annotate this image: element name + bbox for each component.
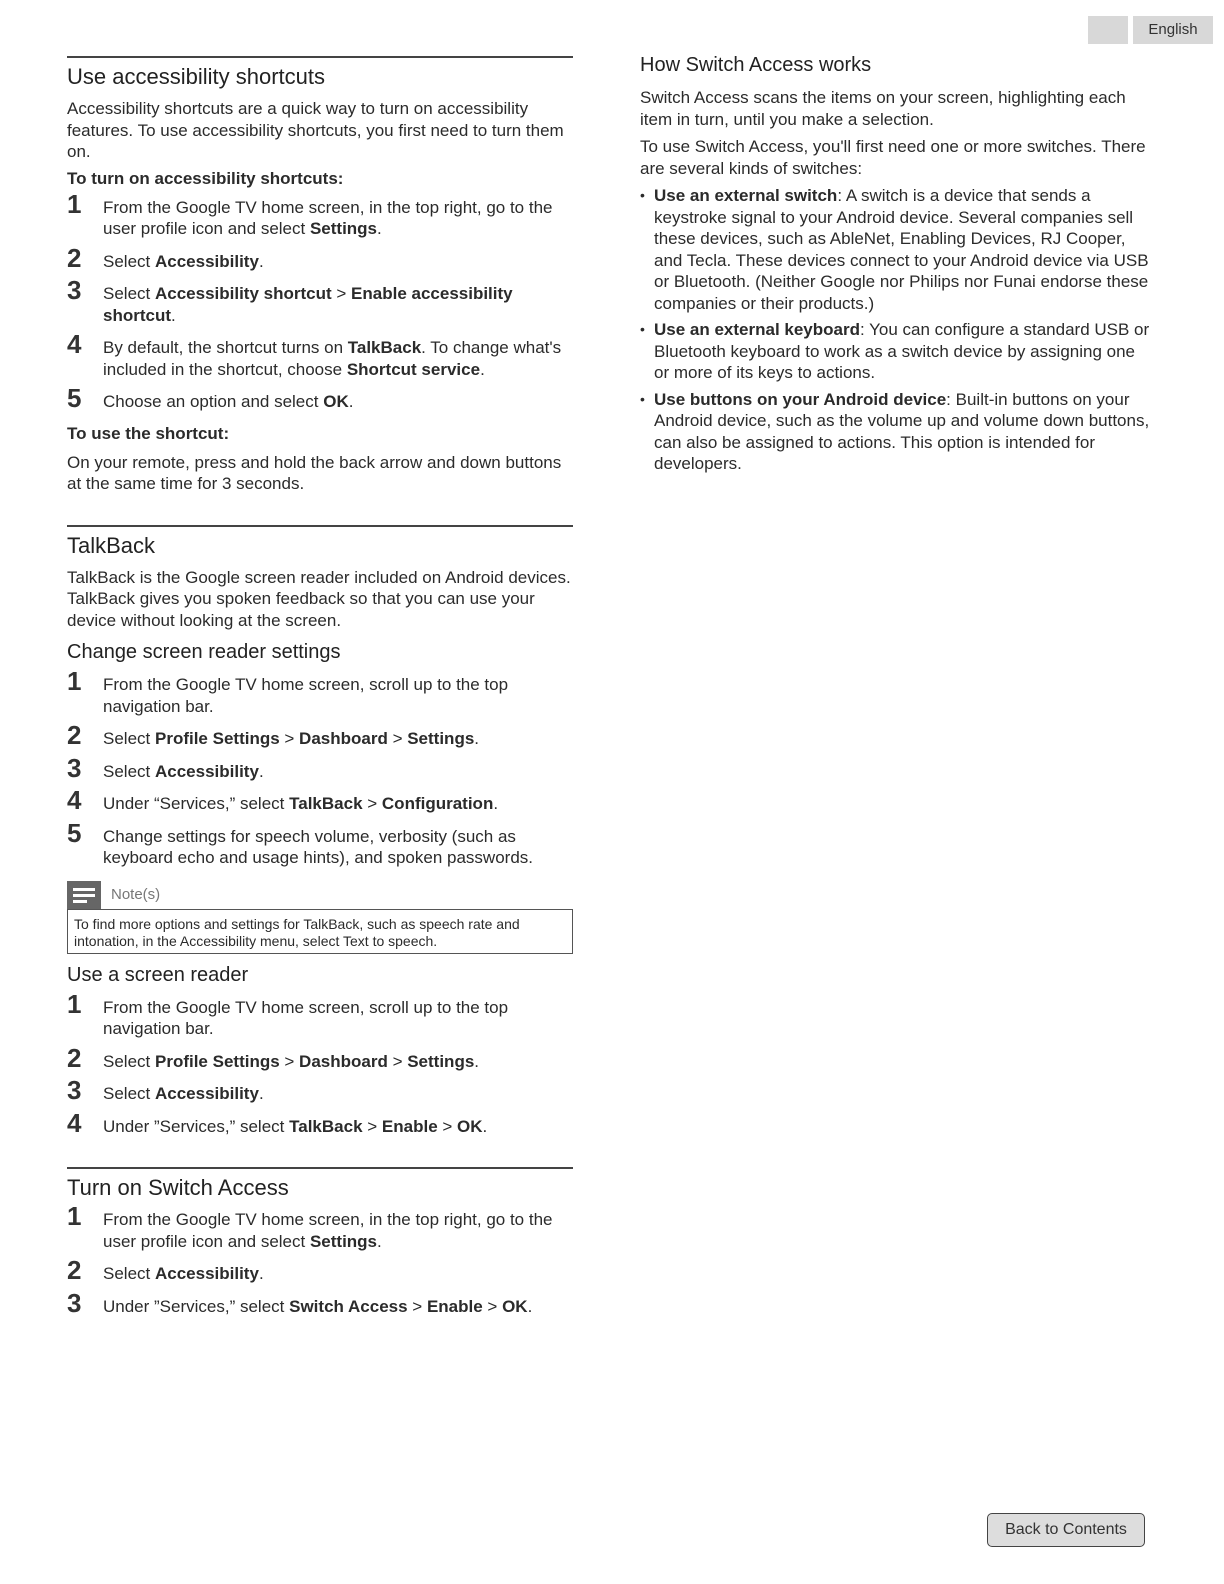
list-item: 1 From the Google TV home screen, scroll up to the top navigation bar. (67, 666, 509, 716)
step-number: 1 (67, 1201, 82, 1231)
list-item: 3 Select Accessibility. (67, 752, 264, 783)
list-item: • Use an external switch: A switch is a device that sends a keystroke signal to your Android device. Several companies sell these devices, such as AbleNet, Enabling Devices, RJ Cooper, and Tecla. These devices connect to your Android device via USB or Bluetooth. (Neither Google nor Philips nor Funai endorse these companies or their products.) (640, 185, 1152, 314)
list-item: 5 Change settings for speech volume, verbosity (such as keyboard echo and usage hints), and spoken passwords. (67, 817, 533, 867)
language-blank-tab (1088, 16, 1128, 44)
step-number: 2 (67, 720, 82, 750)
step-number: 1 (67, 188, 82, 219)
list-item: 2 Select Accessibility. (67, 1255, 264, 1285)
shortcuts-title: Use accessibility shortcuts (67, 64, 325, 89)
back-to-contents-button[interactable]: Back to Contents (987, 1513, 1145, 1547)
list-item: 1 From the Google TV home screen, in the top right, go to the user profile icon and select Settings. (67, 188, 553, 238)
step-number: 3 (67, 1287, 82, 1318)
step-number: 4 (67, 1107, 82, 1138)
step-number: 5 (67, 817, 82, 848)
step-number: 3 (67, 1075, 82, 1105)
left-column (67, 56, 573, 1347)
talkback-title: TalkBack (67, 532, 156, 558)
step-number: 3 (67, 752, 82, 783)
note-icon (67, 881, 101, 909)
list-item: 2 Select Accessibility. (67, 242, 264, 273)
how-switch-title: How Switch Access works (640, 54, 872, 76)
switch-access-section (67, 1167, 573, 1317)
how-switch-p1: Switch Access scans the items on your screen, highlighting each item in turn, until you make a selection. (640, 88, 1126, 129)
step-number: 2 (67, 1255, 82, 1285)
shortcuts-intro: Accessibility shortcuts are a quick way to turn on accessibility features. To use accessibility shortcuts, you first need to turn them on. (67, 99, 564, 161)
list-item: 5 Choose an option and select OK. (67, 383, 354, 413)
list-item: 1 From the Google TV home screen, in the top right, go to the user profile icon and select Settings. (67, 1201, 553, 1251)
list-item: • Use an external keyboard: You can configure a standard USB or Bluetooth keyboard to work as a switch device by assigning one or more of its keys to actions. (640, 319, 1152, 384)
shortcuts-section (67, 56, 573, 495)
shortcuts-steps (67, 188, 573, 413)
use-shortcut-text: On your remote, press and hold the back arrow and down buttons at the same time for 3 seconds. (67, 452, 562, 493)
list-item: 4 Under ”Services,” select TalkBack > Enable > OK. (67, 1107, 488, 1138)
talkback-section (67, 525, 573, 1138)
use-screen-reader-steps (67, 988, 573, 1138)
right-column (640, 52, 1152, 480)
note-box: To find more options and settings for TalkBack, such as speech rate and intonation, in the Accessibility menu, select Text to speech. (67, 909, 573, 954)
list-item: 2 Select Profile Settings > Dashboard > Settings. (67, 720, 480, 750)
step-number: 3 (67, 275, 82, 305)
change-settings-title: Change screen reader settings (67, 641, 341, 663)
list-item: 1 From the Google TV home screen, scroll up to the top navigation bar. (67, 988, 509, 1038)
switch-types-list (640, 185, 1152, 475)
list-item: • Use buttons on your Android device: Built-in buttons on your Android device, such as the volume up and volume down buttons, can also be assigned to actions. This option is intended for developers. (640, 389, 1152, 475)
language-tab[interactable]: English (1133, 16, 1213, 44)
use-screen-reader-title: Use a screen reader (67, 963, 249, 986)
note-label: Note(s) (111, 886, 161, 903)
turn-on-label: To turn on accessibility shortcuts: (67, 168, 344, 188)
step-number: 4 (67, 785, 82, 815)
step-number: 2 (67, 1042, 82, 1073)
note-header (67, 881, 573, 909)
switch-access-title: Turn on Switch Access (67, 1175, 289, 1200)
how-switch-p2: To use Switch Access, you'll first need one or more switches. There are several kinds of switches: (640, 137, 1146, 178)
list-item: 4 By default, the shortcut turns on TalkBack. To change what's included in the shortcut, choose Shortcut service. (67, 329, 562, 379)
step-number: 4 (67, 329, 82, 359)
step-number: 2 (67, 242, 82, 273)
list-item: 2 Select Profile Settings > Dashboard > Settings. (67, 1042, 480, 1073)
change-settings-steps (67, 666, 573, 869)
use-shortcut-label: To use the shortcut: (67, 423, 230, 443)
switch-access-steps (67, 1201, 573, 1318)
list-item: 3 Under ”Services,” select Switch Access > Enable > OK. (67, 1287, 533, 1318)
list-item: 4 Under “Services,” select TalkBack > Configuration. (67, 785, 499, 815)
list-item: 3 Select Accessibility shortcut > Enable accessibility shortcut. (67, 275, 513, 325)
step-number: 5 (67, 383, 82, 413)
list-item: 3 Select Accessibility. (67, 1075, 264, 1105)
step-number: 1 (67, 666, 82, 696)
talkback-intro: TalkBack is the Google screen reader included on Android devices. TalkBack gives you spoken feedback so that you can use your device without looking at the screen. (67, 567, 571, 630)
step-number: 1 (67, 988, 82, 1019)
